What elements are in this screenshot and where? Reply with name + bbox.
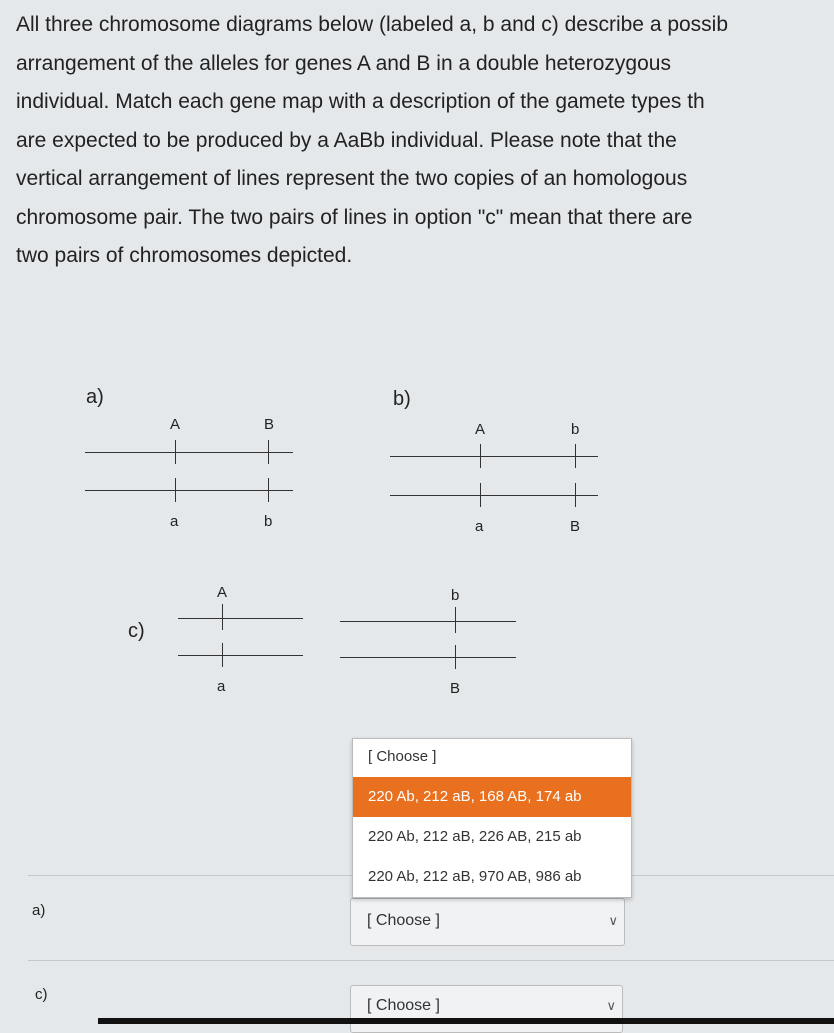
dropdown-list[interactable] xyxy=(352,738,632,898)
locus-tick xyxy=(455,607,456,633)
question-line: arrangement of the alleles for genes A and B in a double heterozygous xyxy=(16,51,671,75)
allele-label: b xyxy=(571,421,580,438)
allele-label: b xyxy=(264,513,273,530)
question-line: vertical arrangement of lines represent the two copies of an homologous xyxy=(16,167,688,190)
question-line: two pairs of chromosomes depicted. xyxy=(16,244,353,267)
allele-label: A xyxy=(475,421,486,438)
allele-label: B xyxy=(264,416,275,433)
locus-tick xyxy=(222,604,223,630)
question-line: are expected to be produced by a AaBb individual. Please note that the xyxy=(16,128,677,152)
chromosome-line xyxy=(390,495,598,496)
locus-tick xyxy=(575,483,576,507)
diagram-label: b) xyxy=(393,388,411,410)
allele-label: a xyxy=(217,678,226,695)
dropdown-option-highlighted[interactable]: 220 Ab, 212 aB, 168 AB, 174 ab xyxy=(353,777,631,817)
allele-label: A xyxy=(217,584,228,601)
answer-label-a: a) xyxy=(32,902,46,919)
answer-label-c: c) xyxy=(35,986,48,1003)
dropdown-option[interactable]: 220 Ab, 212 aB, 970 AB, 986 ab xyxy=(368,868,582,885)
chromosome-line xyxy=(340,621,516,622)
locus-tick xyxy=(222,643,223,667)
question-line: All three chromosome diagrams below (labeled a, b and c) describe a possib xyxy=(16,13,729,36)
chromosome-line xyxy=(390,456,598,457)
dropdown-option[interactable]: 220 Ab, 212 aB, 226 AB, 215 ab xyxy=(368,828,582,845)
allele-label: a xyxy=(170,513,179,530)
locus-tick xyxy=(480,444,481,468)
chromosome-line xyxy=(178,618,303,619)
diagram-label: a) xyxy=(86,386,104,408)
question-line: chromosome pair. The two pairs of lines in option "c" mean that there are xyxy=(16,205,693,229)
locus-tick xyxy=(268,478,269,502)
answer-select-c[interactable] xyxy=(350,985,623,1033)
allele-label: A xyxy=(170,416,181,433)
locus-tick xyxy=(175,440,176,464)
question-line: individual. Match each gene map with a description of the gamete types th xyxy=(16,90,705,113)
select-value: [ Choose ] xyxy=(367,997,440,1014)
chevron-down-icon: ∨ xyxy=(606,998,616,1013)
locus-tick xyxy=(575,444,576,468)
chromosome-line xyxy=(85,452,293,453)
locus-tick xyxy=(175,478,176,502)
locus-tick xyxy=(455,645,456,669)
locus-tick xyxy=(268,440,269,464)
divider xyxy=(28,960,834,961)
screen-bezel xyxy=(98,1018,834,1024)
allele-label: a xyxy=(475,518,484,535)
allele-label: b xyxy=(451,587,460,604)
chromosome-line xyxy=(85,490,293,491)
answer-select-a[interactable] xyxy=(350,898,625,946)
chromosome-line xyxy=(178,655,303,656)
diagram-label: c) xyxy=(128,620,145,642)
locus-tick xyxy=(480,483,481,507)
dropdown-option[interactable]: [ Choose ] xyxy=(368,748,437,765)
chromosome-line xyxy=(340,657,516,658)
allele-label: B xyxy=(450,680,461,697)
allele-label: B xyxy=(570,518,581,535)
chevron-down-icon: ∨ xyxy=(608,913,618,928)
select-value: [ Choose ] xyxy=(367,912,440,929)
question-text xyxy=(16,6,834,276)
